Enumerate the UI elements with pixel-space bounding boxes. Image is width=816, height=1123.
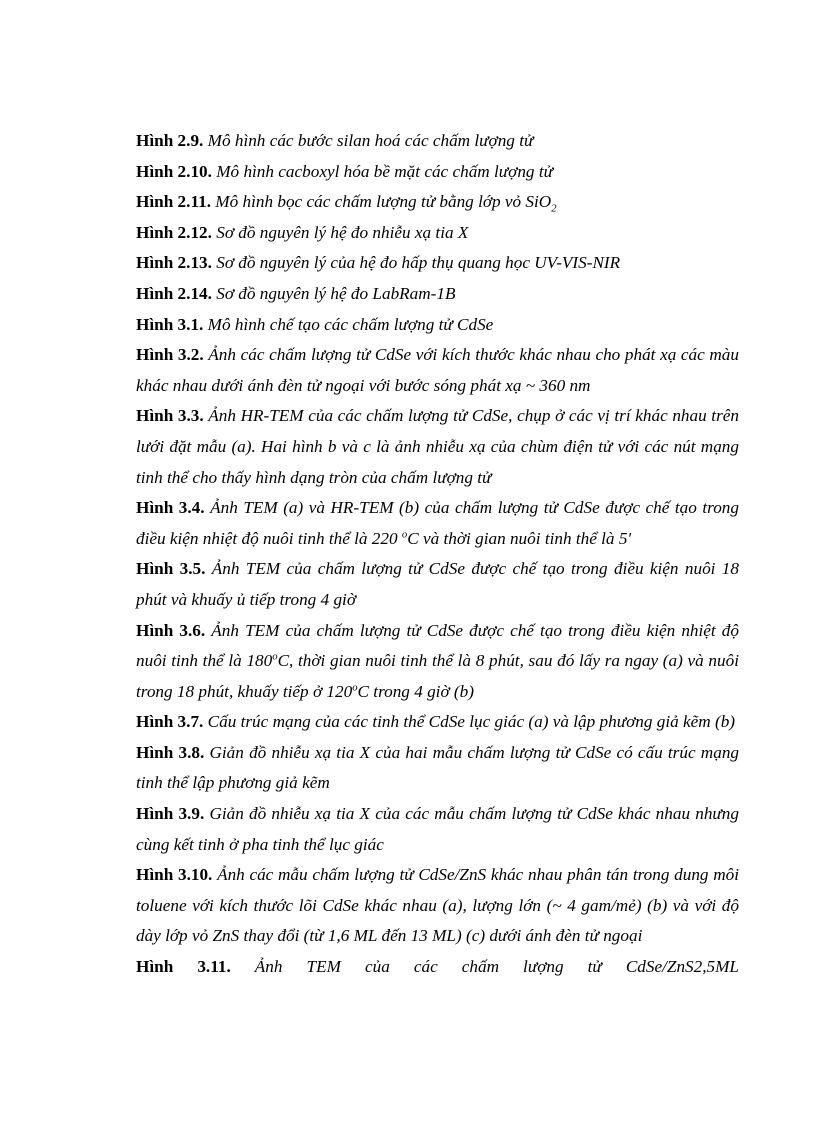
figure-label: Hình 3.7. — [136, 712, 204, 732]
figure-list-entry — [136, 952, 739, 983]
figure-label: Hình 3.4. — [136, 498, 205, 518]
caption-text: Cấu trúc mạng của các tinh thể CdSe lục giác (a) và lập phương giả kẽm (b) — [203, 712, 736, 732]
figure-caption — [136, 621, 739, 701]
figure-list-entry — [136, 187, 739, 218]
figure-list-entry — [136, 340, 739, 401]
figure-list-entry — [136, 157, 739, 188]
caption-text: C trong 4 giờ (b) — [357, 681, 474, 701]
figure-list-entry — [136, 860, 739, 952]
figure-label: Hình 3.1. — [136, 314, 204, 334]
figure-list-entry — [136, 310, 739, 341]
figure-label: Hình 3.11. — [136, 957, 231, 977]
figure-caption — [212, 223, 468, 242]
caption-text: Sơ đồ nguyên lý hệ đo nhiễu xạ tia X — [211, 222, 469, 242]
caption-text: Ảnh TEM của các chấm lượng tử CdSe/ZnS2,5ML — [230, 957, 739, 977]
figure-label: Hình 3.10. — [136, 865, 213, 885]
caption-superscript: o — [401, 528, 408, 540]
figure-list-entry — [136, 799, 739, 860]
caption-text: Giản đồ nhiễu xạ tia X của hai mẫu chấm lượng tử CdSe có cấu trúc mạng tinh thể lập phương giả kẽm — [136, 742, 740, 793]
figure-list-entry — [136, 126, 739, 157]
figure-label: Hình 3.9. — [136, 804, 205, 824]
figure-list — [136, 126, 739, 983]
figure-label: Hình 2.11. — [136, 192, 211, 212]
figure-list-entry — [136, 218, 739, 249]
caption-text: Mô hình chế tạo các chấm lượng tử CdSe — [203, 314, 494, 334]
caption-text: Sơ đồ nguyên lý hệ đo LabRam-1B — [211, 283, 456, 303]
figure-caption — [136, 804, 739, 854]
figure-caption — [136, 498, 739, 548]
figure-caption — [136, 743, 739, 793]
figure-label: Hình 2.9. — [136, 131, 204, 150]
caption-text: Ảnh các chấm lượng tử CdSe với kích thước khác nhau cho phát xạ các màu khác nhau dưới ánh đèn tử ngoại với bước sóng phát xạ ~ 360 nm — [136, 345, 739, 395]
figure-caption — [212, 284, 456, 303]
caption-text: Ảnh các mẫu chấm lượng tử CdSe/ZnS khác nhau phân tán trong dung môi toluene với kích thước lõi CdSe khác nhau (a), lượng lớn (~ 4 gam/mẻ) (b) và với độ dày lớp vỏ ZnS thay đổi (từ 1,6 ML đến 13 ML) (c) dưới ánh đèn tử ngoại — [136, 865, 740, 946]
caption-text: Ảnh TEM của chấm lượng tử CdSe được chế tạo trong điều kiện nhiệt độ nuôi tinh thể là 180 — [136, 620, 739, 671]
figure-caption — [136, 345, 739, 395]
figure-caption — [203, 131, 533, 150]
figure-caption — [136, 865, 739, 945]
figure-list-entry — [136, 554, 739, 615]
figure-caption — [136, 559, 739, 609]
caption-superscript: o — [272, 651, 278, 663]
figure-label: Hình 2.12. — [136, 222, 212, 242]
caption-text: Mô hình các bước silan hoá các chấm lượng tử — [203, 131, 534, 150]
figure-label: Hình 2.14. — [136, 283, 212, 303]
figure-label: Hình 3.3. — [136, 406, 204, 426]
figure-label: Hình 3.6. — [136, 620, 206, 640]
caption-text: Ảnh HR-TEM của các chấm lượng tử CdSe, chụp ở các vị trí khác nhau trên lưới đặt mẫu (a). Hai hình b và c là ảnh nhiễu xạ của chùm điện tử với các nút mạng tinh thể cho thấy hình dạng tròn của chấm lượng tử — [136, 406, 739, 487]
figure-list-entry — [136, 248, 739, 279]
caption-text: C và thời gian nuôi tinh thể là 5' — [407, 528, 632, 548]
figure-caption — [211, 192, 557, 215]
figure-label: Hình 2.13. — [136, 253, 212, 273]
figure-caption — [136, 406, 739, 486]
figure-label: Hình 3.2. — [136, 345, 204, 365]
figure-list-entry — [136, 401, 739, 493]
figure-list-entry — [136, 616, 739, 708]
caption-text: Giản đồ nhiễu xạ tia X của các mẫu chấm lượng tử CdSe khác nhau nhưng cùng kết tinh ở pha tinh thể lục giác — [136, 804, 739, 854]
figure-label: Hình 2.10. — [136, 161, 212, 181]
figure-list-entry — [136, 279, 739, 310]
figure-list-entry — [136, 738, 739, 799]
caption-text: Ảnh TEM của chấm lượng tử CdSe được chế tạo trong điều kiện nuôi 18 phút và khuấy ủ tiếp trong 4 giờ — [136, 559, 739, 609]
figure-caption — [203, 315, 493, 334]
caption-text: C, thời gian nuôi tinh thể là 8 phút, sau đó lấy ra ngay (a) và nuôi trong 18 phút, khuấy tiếp ở 120 — [136, 651, 739, 701]
figure-label: Hình 3.8. — [136, 742, 205, 762]
figure-caption — [231, 957, 739, 976]
caption-text: Sơ đồ nguyên lý của hệ đo hấp thụ quang học UV-VIS-NIR — [211, 253, 621, 273]
caption-text: Mô hình cacboxyl hóa bề mặt các chấm lượng tử — [211, 161, 553, 181]
caption-superscript: o — [352, 681, 358, 693]
figure-caption — [203, 712, 735, 731]
figure-label: Hình 3.5. — [136, 559, 206, 579]
figure-caption — [212, 162, 553, 181]
figure-caption — [212, 253, 620, 272]
figure-list-entry — [136, 493, 739, 554]
figure-list-entry — [136, 707, 739, 738]
caption-text: Mô hình bọc các chấm lượng tử bằng lớp vỏ SiO — [211, 192, 552, 212]
caption-subscript: 2 — [551, 203, 557, 215]
caption-text: Ảnh TEM (a) và HR-TEM (b) của chấm lượng tử CdSe được chế tạo trong điều kiện nhiệt độ nuôi tinh thể là 220 — [136, 498, 739, 548]
